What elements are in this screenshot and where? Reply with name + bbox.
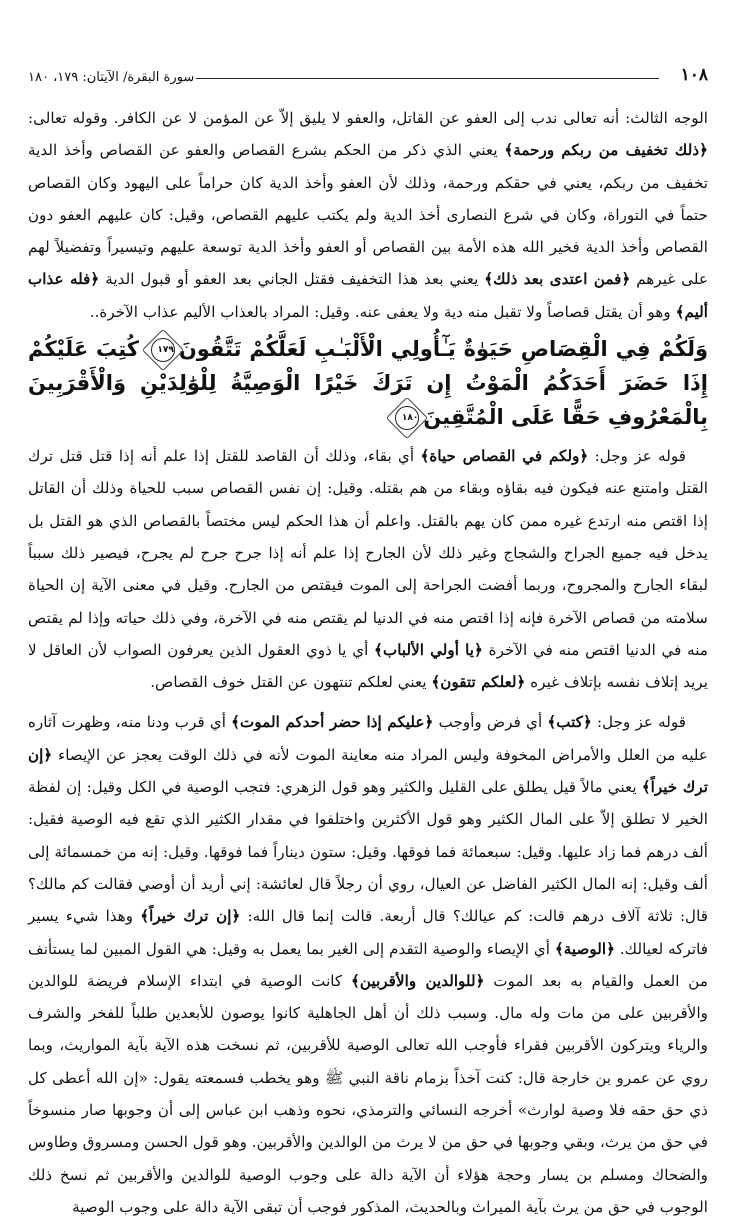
text-run: قوله عز وجل: — [591, 713, 686, 732]
running-title: سورة البقرة/ الآيتان: ١٧٩، ١٨٠ — [28, 70, 195, 85]
quran-quote: ﴿يا أولي الألباب﴾ — [374, 640, 483, 659]
text-run: وهو أن يقتل قصاصاً ولا تقبل منه دية ولا يعفى عنه. وقيل: المراد بالعذاب الأليم عذاب الآخرة.. — [89, 302, 676, 321]
paragraph-spacer — [28, 698, 708, 706]
text-run: أي الإيصاء والوصية التقدم إلى الغير بما يعمل به وقيل: هي القول المبين لما يستأنف من العمل والقيام به بعد الموت — [28, 939, 709, 990]
quran-quote: ﴿فله عذاب أليم﴾ — [28, 270, 708, 321]
text-run: أي قرب ودنا منه، وظهرت آثاره عليه من العلل والأمراض المخوفة وليس المراد منه معاينة الموت لأنه في ذلك الوقت يعجز عن الإيصاء — [28, 713, 708, 764]
verse-180-text: كُتِبَ عَلَيْكُمْ إِذَا حَضَرَ أَحَدَكُمُ الْمَوْتُ إِن تَرَكَ خَيْرًا الْوَصِيَّةُ لِلْوَٰلِدَيْنِ وَالْأَقْرَبِينَ بِالْمَعْرُوفِ حَقًّا عَلَى الْمُتَّقِينَ — [28, 337, 708, 430]
text-run: يعني مالاً قيل يطلق على القليل والكثير وهو قول الزهري: فتجب الوصية في الكل وقيل: إن لفظة الخير لا تطلق إلاّ على المال الكثير وهو قول الأكثرين واختلفوا في مقدار الكثير الذي تقع فيه الوصية فقيل: ألف درهم فما زاد عليها. وقيل: سبعمائة فما فوقها. وقيل: ستون ديناراً فما فوقها. وقيل: إنه من خمسمائة إلى ألف وقيل: إنه المال الكثير الفاضل عن العيال، روي أن رجلاً قال لعائشة: إني أريد أن أوصي فقالت كم مالك؟ قال: ثلاثة آلاف درهم قالت: كم عيالك؟ قال أربعة. قالت إنما قال الله: — [28, 778, 708, 926]
quran-quote: ﴿لعلكم تتقون﴾ — [431, 673, 526, 692]
page-number: ١٠٨ — [680, 65, 708, 85]
verse-179-text: وَلَكُمْ فِي الْقِصَاصِ حَيَوٰةٌ يَـٰٓأُولِي الْأَلْبَـٰبِ لَعَلَّكُمْ تَتَّقُونَ — [178, 337, 709, 362]
quran-quote: ﴿إن ترك خيراً﴾ — [140, 907, 241, 926]
book-page — [28, 60, 708, 1223]
text-run: أي فرض وأوجب — [433, 713, 548, 732]
text-run: الوجه الثالث: أنه تعالى ندب إلى العفو عن القاتل، والعفو لا يليق إلاّ عن المؤمن لا عن الكافر. وقوله تعالى: — [28, 109, 708, 127]
header-rule — [196, 78, 658, 79]
running-header — [28, 60, 708, 84]
text-run: وهذا شيء يسير فاتركه لعيالك. — [28, 907, 708, 958]
text-run: يعني بعد هذا التخفيف فقتل الجاني بعد العفو أو قبول الدية — [99, 270, 485, 289]
ayah-number-marker: ١٨٠ — [395, 406, 419, 430]
quran-quote: ﴿الوصية﴾ — [554, 939, 615, 958]
text-run: قوله عز وجل: — [588, 447, 686, 466]
quran-quote: ﴿إن ترك خيراً﴾ — [28, 745, 708, 797]
ayah-number-marker: ١٧٩ — [151, 338, 175, 362]
text-run: أي بقاء، وذلك أن القاصد للقتل إذا علم أنه إذا قتل قتل ترك القتل وامتنع عنه فيكون فيه بقاؤه وبقاء من هم بقتله. وقيل: إن نفس القصاص سبب للحياة وذلك أن القاتل إذا اقتص منه ارتدع غيره ممن كان يهم بالقتل. واعلم أن هذا الحكم ليس مختصاً بالقصاص الذي هو القتل بل يدخل فيه جميع الجراح والشجاج وغير ذلك لأن الجارح إذا علم أنه إذا جرح جرح لم يجرح، فيصير ذلك سبباً لبقاء الجارح والمجروح، وربما أفضت الجراحة إلى الموت فيقتص من الجارح. وقيل في معنى الآية إن الحياة سلامته من قصاص الآخرة فإنه إذا اقتص منه في الدنيا لم يقتص منه في الآخرة، وفي ذلك حياته وإذا لم يقتص منه في الدنيا اقتص منه في الآخرة — [28, 447, 708, 659]
quran-quote: ﴿كتب﴾ — [547, 713, 592, 732]
quran-quote: ﴿ولكم في القصاص حياة﴾ — [420, 447, 589, 466]
quran-verses-block — [28, 332, 708, 434]
commentary-paragraph-3 — [28, 706, 708, 1223]
text-run: كانت الوصية في ابتداء الإسلام فريضة للوالدين والأقربين على من مات وله مال. وسبب ذلك أن أهل الجاهلية كانوا يوصون للأبعدين طلباً للفخر والشرف والرياء ويتركون الأقربين فقراء فأوجب الله تعالى الوصية للأقربين، ثم نسخت هذه الآية بآية المواريث، وبما روي عن عمرو بن خارجة قال: كنت آخذاً بزمام ناقة النبي ﷺ وهو يخطب فسمعته يقول: «إن الله أعطى كل ذي حق حقه فلا وصية لوارث» أخرجه النسائي والترمذي، نحوه وذهب ابن عباس إلى أن وجوبها صار منسوخاً في حق من يرث، وبقي وجوبها في حق من لا يرث من الوالدين والأقربين. وهو قول الحسن ومسروق وطاوس والضحاك ومسلم بن يسار وحجة هؤلاء أن الآية دالة على وجوب الوصية للوالدين والأقربين ثم نسخ ذلك الوجوب في حق من يرث بآية الميراث وبالحديث، المذكور فوجب أن تبقى الآية دالة على وجوب الوصية — [28, 971, 708, 1216]
quran-quote: ﴿ذلك تخفيف من ربكم ورحمة﴾ — [504, 141, 708, 160]
text-run: يعني لعلكم تنتهون عن القتل خوف القصاص. — [150, 673, 432, 692]
quran-quote: ﴿عليكم إذا حضر أحدكم الموت﴾ — [231, 713, 434, 732]
text-run: يعني الذي ذكر من الحكم بشرع القصاص والعفو عن القصاص وأخذ الدية تخفيف من ربكم، يعني في حقكم ورحمة، وذلك لأن العفو وأخذ الدية كان حراماً على اليهود وكان القصاص حتماً في التوراة، وكان في شرع النصارى أخذ الدية ولم يكتب عليهم القصاص، وقيل: كان عليهم العفو دون القصاص وأخذ الدية فخير الله هذه الأمة بين القصاص أو العفو وأخذ الدية توسعة عليهم وتيسيراً وتفضيلاً لهم على غيرهم — [28, 141, 709, 289]
quran-quote: ﴿للوالدين والأقربين﴾ — [351, 971, 485, 990]
commentary-paragraph-1 — [28, 102, 708, 328]
text-run: أي يا ذوي العقول الذين يعرفون الصواب لأن العاقل لا يريد إتلاف نفسه بإتلاف غيره — [28, 640, 708, 692]
quran-quote: ﴿فمن اعتدى بعد ذلك﴾ — [484, 270, 631, 289]
commentary-paragraph-2 — [28, 440, 708, 698]
